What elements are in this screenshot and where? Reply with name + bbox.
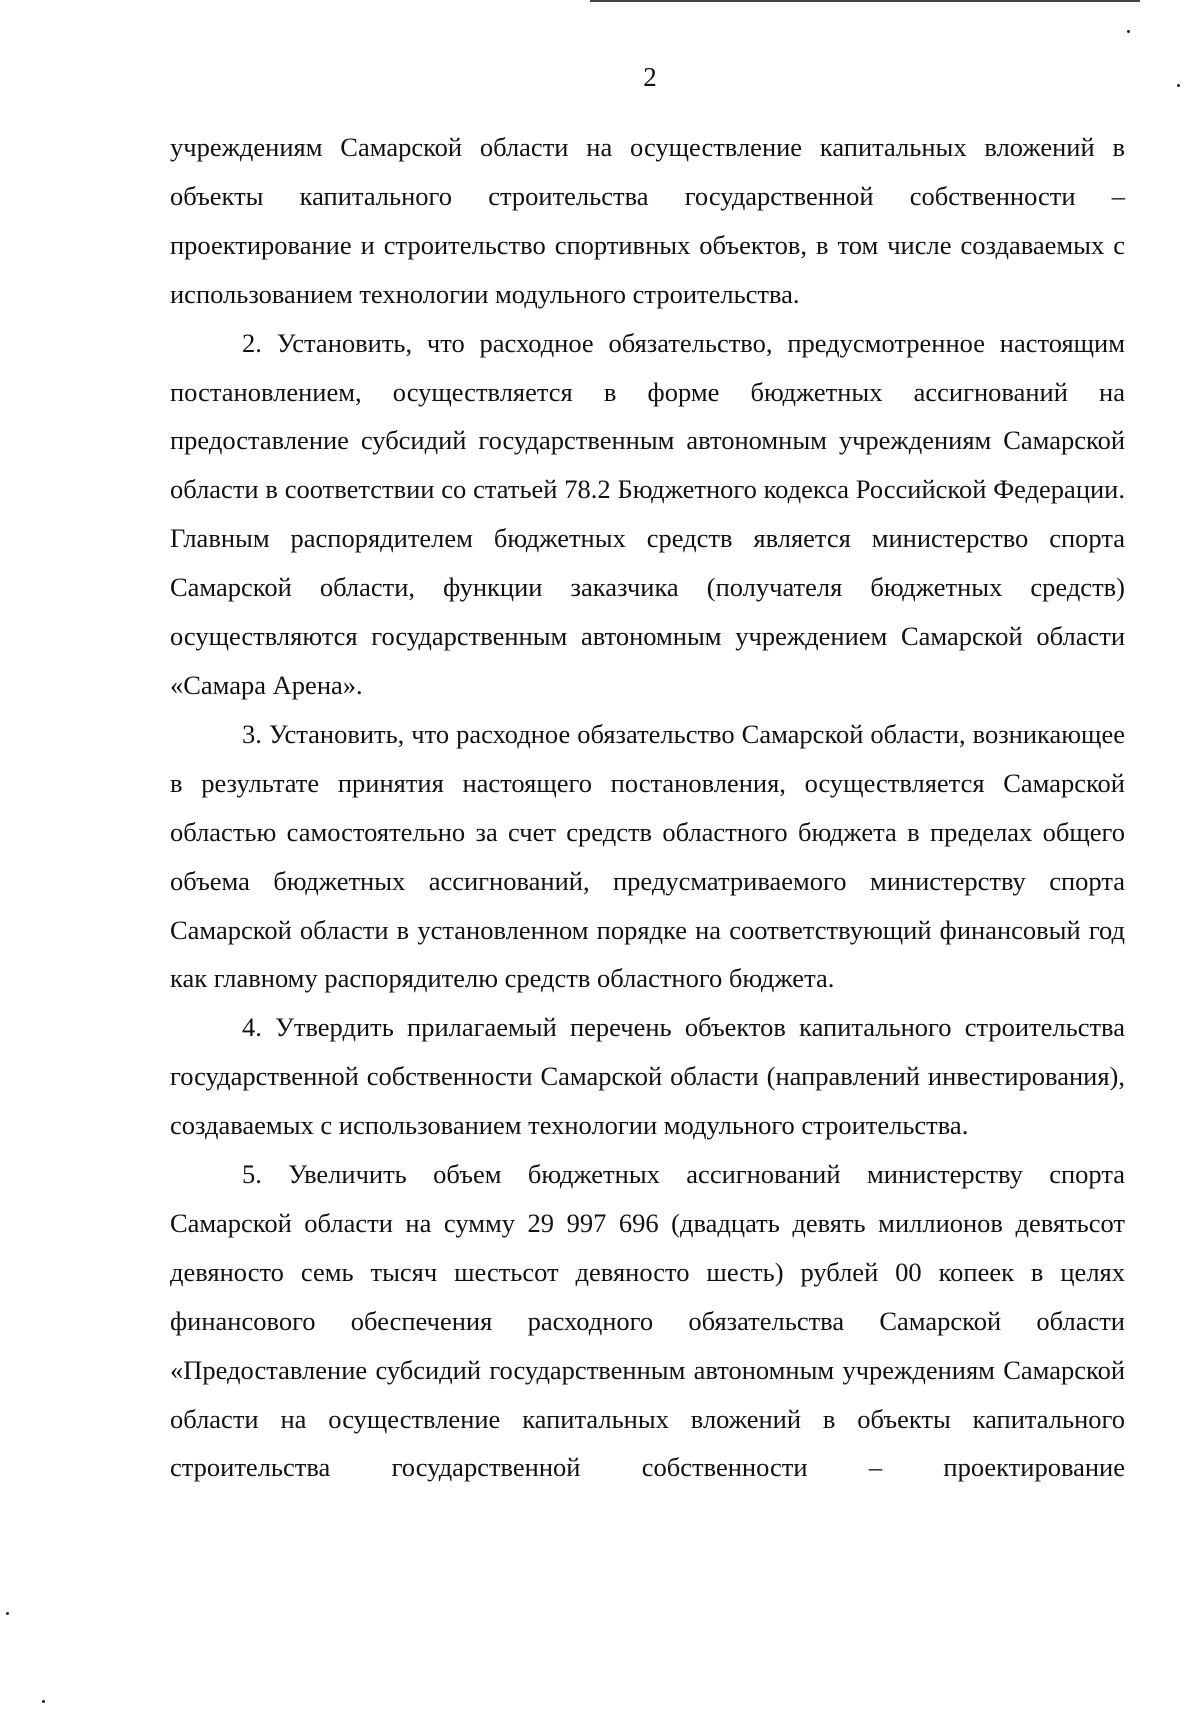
paragraph-item-2: 2. Установить, что расходное обязательство, предусмотренное настоящим постановлением, осуществляется в форме бюджетных ассигнований на предоставление субсидий государственным автономным учреждениям Самарской области в соответствии со статьей 78.2 Бюджетного кодекса Российской Федерации. Главным распорядителем бюджетных средств является министерство спорта Самарской области, функции заказчика (получателя бюджетных средств) осуществляются государственным автономным учреждением Самарской области «Самара Арена».: [170, 327, 1125, 700]
scan-speck: [6, 1612, 9, 1615]
scan-speck: [1177, 84, 1180, 87]
paragraph-item-4: 4. Утвердить прилагаемый перечень объектов капитального строительства государственной собственности Самарской области (направлений инвестирования), создаваемых с использованием технологии модульного строительства.: [170, 1012, 1125, 1141]
page-number: 2: [643, 62, 657, 92]
scan-speck: [42, 1700, 45, 1703]
paragraph-item-5: 5. Увеличить объем бюджетных ассигнований министерству спорта Самарской области на сумму 29 997 696 (двадцать девять миллионов девятьсот девяносто семь тысяч шестьсот девяносто шесть) рублей 00 копеек в целях финансового обеспечения расходного обязательства Самарской области «Предоставление субсидий государственным автономным учреждениям Самарской области на осуществление капитальных вложений в объекты капитального строительства государственной собственности – проектирование: [170, 1159, 1125, 1483]
top-scan-edge: [590, 0, 1140, 2]
document-body: [170, 123, 1125, 1492]
paragraph-item-3: 3. Установить, что расходное обязательство Самарской области, возникающее в результате принятия настоящего постановления, осуществляется Самарской областью самостоятельно за счет средств областного бюджета в пределах общего объема бюджетных ассигнований, предусматриваемого министерству спорта Самарской области в установленном порядке на соответствующий финансовый год как главному распорядителю средств областного бюджета.: [170, 718, 1125, 994]
paragraph-continuation: учреждениям Самарской области на осуществление капитальных вложений в объекты капитального строительства государственной собственности – проектирование и строительство спортивных объектов, в том числе создаваемых с использованием технологии модульного строительства.: [170, 132, 1125, 309]
scan-speck: [1127, 30, 1130, 33]
